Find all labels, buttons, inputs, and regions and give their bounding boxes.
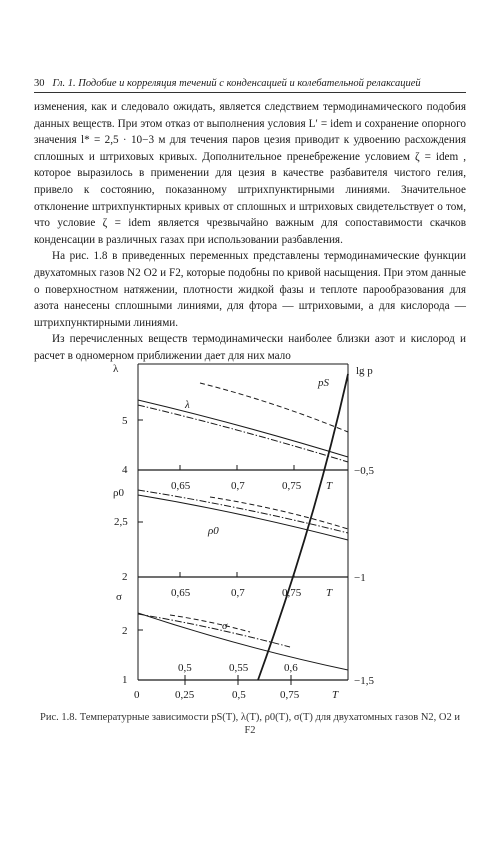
running-header	[34, 78, 466, 93]
rho-tick: 2	[122, 571, 128, 583]
lambda-curve-label: λ	[185, 399, 190, 411]
t-label: T	[332, 689, 339, 701]
rho-curve-dashed	[210, 497, 348, 529]
sigma-tick: 2	[122, 625, 128, 637]
lambda-axis-label: λ	[113, 363, 119, 375]
bottom-tick: 0,75	[280, 689, 300, 701]
lambda-curve-dashed	[200, 383, 348, 432]
paragraph: На рис. 1.8 в приведенных переменных представлены термодинамические функции двухатомных газов N2 O2 и F2, которые подобны по кривой насыщения. При этом данные о поверхностном натяжении, плотности жидкой фазы и теплоте парообразования для азота нанесены сплошными линиями, для фтора — штриховыми, а для кислорода — штрихпунктирными линиями.	[34, 250, 466, 329]
panel2-tick: 0,75	[282, 587, 302, 599]
t-label: T	[326, 480, 333, 492]
lambda-curve-dashdot	[138, 405, 348, 462]
running-title: Гл. 1. Подобие и корреляция течений с конденсацией и колебательной релаксацией	[52, 78, 421, 89]
bottom-tick: 0,25	[175, 689, 195, 701]
figure-caption: Рис. 1.8. Температурные зависимости pS(T), λ(T), ρ0(T), σ(T) для двухатомных газов N2, O2 и F2	[39, 712, 460, 736]
panel1-tick: 0,65	[171, 480, 191, 492]
panel3-tick: 0,6	[284, 662, 298, 674]
panel2-tick: 0,7	[231, 587, 245, 599]
bottom-tick: 0	[134, 689, 140, 701]
t-label: T	[326, 587, 333, 599]
panel3-tick: 0,5	[178, 662, 192, 674]
lgp-tick: −0,5	[354, 465, 374, 477]
lambda-curve-solid	[138, 400, 348, 457]
sigma-curve-dashdot	[138, 614, 290, 647]
sigma-curve-dashed	[170, 615, 250, 632]
lgp-axis-label: lg p	[356, 365, 373, 377]
ps-curve-label: pS	[318, 377, 329, 389]
sigma-curve-label: σ	[222, 620, 228, 632]
rho-axis-label: ρ0	[113, 487, 124, 499]
body-text	[34, 99, 466, 365]
rho-curve-label: ρ0	[208, 525, 219, 537]
panel1-tick: 0,7	[231, 480, 245, 492]
paragraph: Из перечисленных веществ термодинамически наиболее близки азот и кислород и расчет в одномерном приближении дает для них мало	[34, 333, 466, 362]
figure-1-8	[110, 362, 400, 712]
sigma-tick: 1	[122, 674, 128, 686]
lambda-tick: 5	[122, 415, 128, 427]
panel1-tick: 0,75	[282, 480, 302, 492]
sigma-axis-label: σ	[116, 591, 122, 603]
figure-svg	[110, 362, 400, 712]
panel2-tick: 0,65	[171, 587, 191, 599]
lambda-tick: 4	[122, 464, 128, 476]
lgp-tick: −1	[354, 572, 366, 584]
ps-curve	[258, 374, 348, 680]
lgp-tick: −1,5	[354, 675, 374, 687]
bottom-tick: 0,5	[232, 689, 246, 701]
rho-tick: 2,5	[114, 516, 128, 528]
page-number: 30	[34, 78, 45, 89]
panel3-tick: 0,55	[229, 662, 249, 674]
paragraph: изменения, как и следовало ожидать, является следствием термодинамического подобия данных веществ. При этом отказ от выполнения условия L′ = idem и сохранение опорного значения l* = 2,5 · 10−3 м для течения паров цезия приводит к удвоению расхождения сплошных и штриховых кривых. Дополнительное пренебрежение условием ζ = idem , которое выразилось в применении для цезия в качестве разбавителя чистого гелия, привело к состоянию, показанному штрихпунктирными линиями. Значительное отклонение штрихпунктирных кривых от сплошных и штриховых свидетельствует о том, что условие ζ = idem является чрезвычайно важным для сопоставимости скачков конденсации в различных газах при использовании разбавления.	[34, 101, 466, 246]
